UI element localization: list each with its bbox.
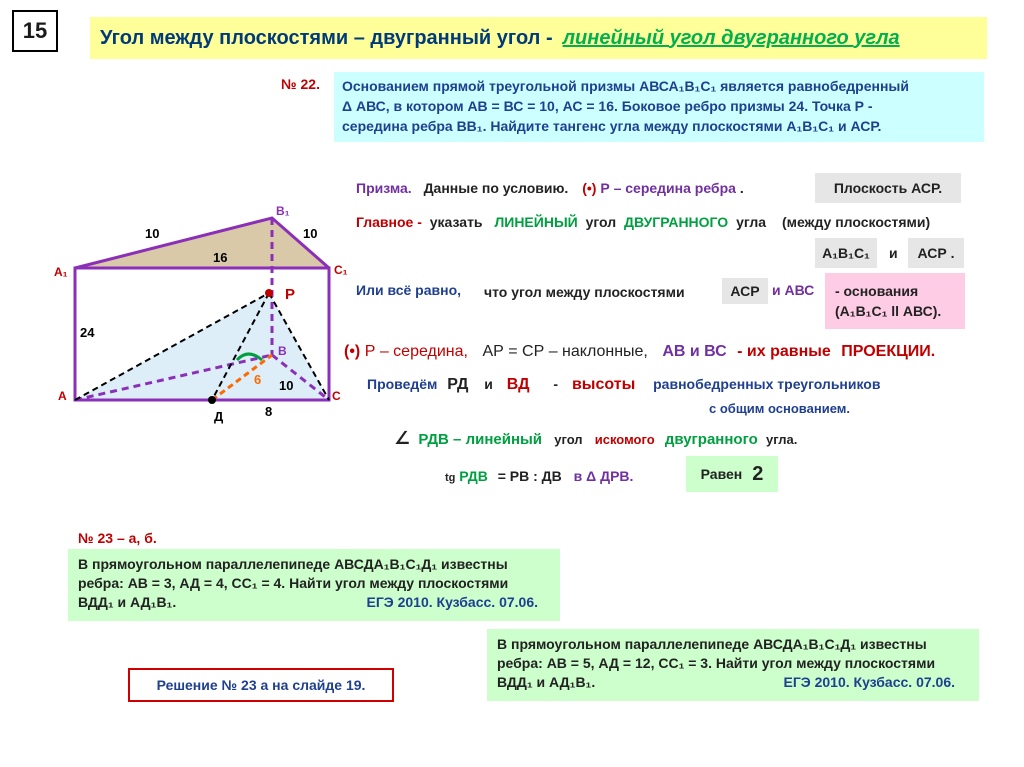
prism-word: Призма. — [356, 180, 412, 196]
tg-formula — [445, 468, 633, 484]
label-top-left: 10 — [145, 226, 160, 241]
point-d — [208, 396, 216, 404]
bases-box — [825, 273, 965, 329]
pdb-linear: РДВ – линейный — [418, 431, 543, 448]
label-p: Р — [285, 286, 296, 303]
label-d: Д — [214, 409, 224, 424]
slide-number: 15 — [12, 10, 58, 52]
bases-line1: - основания — [835, 283, 919, 299]
angle3-word: угол — [554, 432, 583, 447]
task23-label: № 23 – а, б. — [78, 530, 157, 546]
pdb-word: РДВ — [459, 468, 488, 484]
p-middle: Р – середина, — [364, 343, 468, 360]
answer-box — [686, 456, 778, 492]
task23a-line3-row — [78, 593, 550, 612]
acp-box: АСР . — [908, 238, 964, 268]
heights-line — [367, 376, 880, 394]
acp-box-2: АСР — [722, 278, 768, 304]
task23b-line3: ВДД₁ и АД₁В₁. — [497, 674, 596, 690]
equals-value: 2 — [752, 462, 764, 485]
plane-acp-box: Плоскость АСР. — [815, 173, 961, 203]
task23a-line1: В прямоугольном параллелепипеде АВСДА₁В₁С₁Д₁ известны — [78, 556, 508, 572]
formula-eq: = РВ : ДВ — [497, 468, 562, 484]
label-b1: В₁ — [276, 204, 290, 218]
task22-label: № 22. — [281, 76, 320, 92]
title-part2: линейный угол двугранного угла — [562, 26, 900, 49]
label-height: 24 — [80, 325, 95, 340]
dihedral2-word: двугранного — [664, 431, 758, 448]
p-bullet-2: (•) — [344, 343, 361, 360]
angle-word: угол — [585, 214, 617, 230]
task23b-source: ЕГЭ 2010. Кузбасс. 07.06. — [783, 674, 955, 690]
p-mid: Р – середина ребра — [600, 180, 736, 196]
and-abc: и АВС — [772, 282, 815, 298]
top-face — [75, 218, 329, 268]
that-angle: что угол между плоскостями — [484, 284, 685, 300]
task22-line3: середина ребра ВВ₁. Найдите тангенс угла между плоскостями А₁В₁С₁ и АСР. — [342, 118, 882, 134]
label-a1: А₁ — [54, 265, 68, 279]
task23b-line3-row — [497, 673, 969, 692]
projections: ПРОЕКЦИИ. — [841, 343, 936, 360]
title-part1: Угол между плоскостями – двугранный угол - — [100, 26, 553, 49]
p-bullet: (•) — [582, 180, 597, 196]
heights-word: высоты — [571, 376, 636, 393]
linear-word: ЛИНЕЙНЫЙ — [494, 214, 578, 230]
task23a-source: ЕГЭ 2010. Кузбасс. 07.06. — [366, 594, 538, 610]
p-dot: . — [739, 180, 744, 196]
or-all-same: Или всё равно, — [356, 282, 462, 298]
sought-word: искомого — [594, 432, 655, 447]
label-top-right: 10 — [303, 226, 318, 241]
and2-word: и — [484, 376, 493, 392]
point-p — [265, 289, 273, 297]
task23b-box — [487, 629, 979, 701]
label-c: С — [332, 389, 341, 403]
angle-word2: угла — [736, 214, 767, 230]
draw-word: Проведём — [367, 376, 438, 392]
bases-line2: (А₁В₁С₁ ll АВС). — [835, 303, 942, 319]
solution-link[interactable]: Решение № 23 а на слайде 19. — [128, 668, 394, 702]
label-bd: 6 — [254, 372, 262, 387]
task22-line2: Δ АВС, в котором АВ = ВС = 10, АС = 16. Боковое ребро призмы 24. Точка Р - — [342, 98, 873, 114]
prism-figure — [40, 200, 350, 430]
ap-cp: АР = СР – наклонные, — [482, 343, 648, 360]
task23b-line1: В прямоугольном параллелепипеде АВСДА₁В₁С₁Д₁ известны — [497, 636, 927, 652]
task23b-line2: ребра: АВ = 5, АД = 12, СС₁ = 3. Найти угол между плоскостями — [497, 655, 936, 671]
indicate-word: указать — [429, 214, 483, 230]
and-word: и — [889, 245, 898, 261]
pd-label: РД — [447, 376, 469, 393]
task23a-line3: ВДД₁ и АД₁В₁. — [78, 594, 177, 610]
label-b: В — [278, 344, 287, 358]
task23a-box — [68, 549, 560, 621]
main-line — [356, 214, 930, 230]
a1b1c1-box: А₁В₁С₁ — [815, 238, 877, 268]
isosceles-word: равнобедренных треугольников — [653, 376, 881, 392]
angle-sign: ∠ — [394, 428, 411, 448]
projection-line — [344, 343, 935, 361]
dihedral-word: ДВУГРАННОГО — [624, 214, 729, 230]
common-base: с общим основанием. — [709, 401, 850, 416]
slide-title — [90, 17, 987, 59]
prism-line — [356, 180, 744, 196]
main-word: Главное - — [356, 214, 422, 230]
task22-line1: Основанием прямой треугольной призмы АВСА₁В₁С₁ является равнобедренный — [342, 78, 909, 94]
in-triangle: в Δ ДРВ. — [573, 468, 634, 484]
linear-angle-line — [394, 428, 797, 449]
task23a-line2: ребра: АВ = 3, АД = 4, СС₁ = 4. Найти угол между плоскостями — [78, 575, 509, 591]
their-equal: - их равные — [737, 343, 831, 360]
angle4-word: угла. — [765, 432, 798, 447]
label-c1: С₁ — [334, 263, 348, 277]
task22-statement — [334, 72, 984, 142]
tg-word: tg — [445, 472, 456, 484]
label-top-base: 16 — [213, 250, 228, 265]
data-word: Данные по условию. — [423, 180, 569, 196]
equals-word: Равен — [700, 466, 743, 482]
label-a: А — [58, 389, 67, 403]
label-dc: 8 — [265, 404, 273, 419]
ab-bc: АВ и ВС — [662, 343, 727, 360]
label-bc: 10 — [279, 378, 294, 393]
dash-word: - — [553, 376, 559, 392]
between-planes: (между плоскостями) — [781, 214, 931, 230]
bd-label: ВД — [506, 376, 530, 393]
